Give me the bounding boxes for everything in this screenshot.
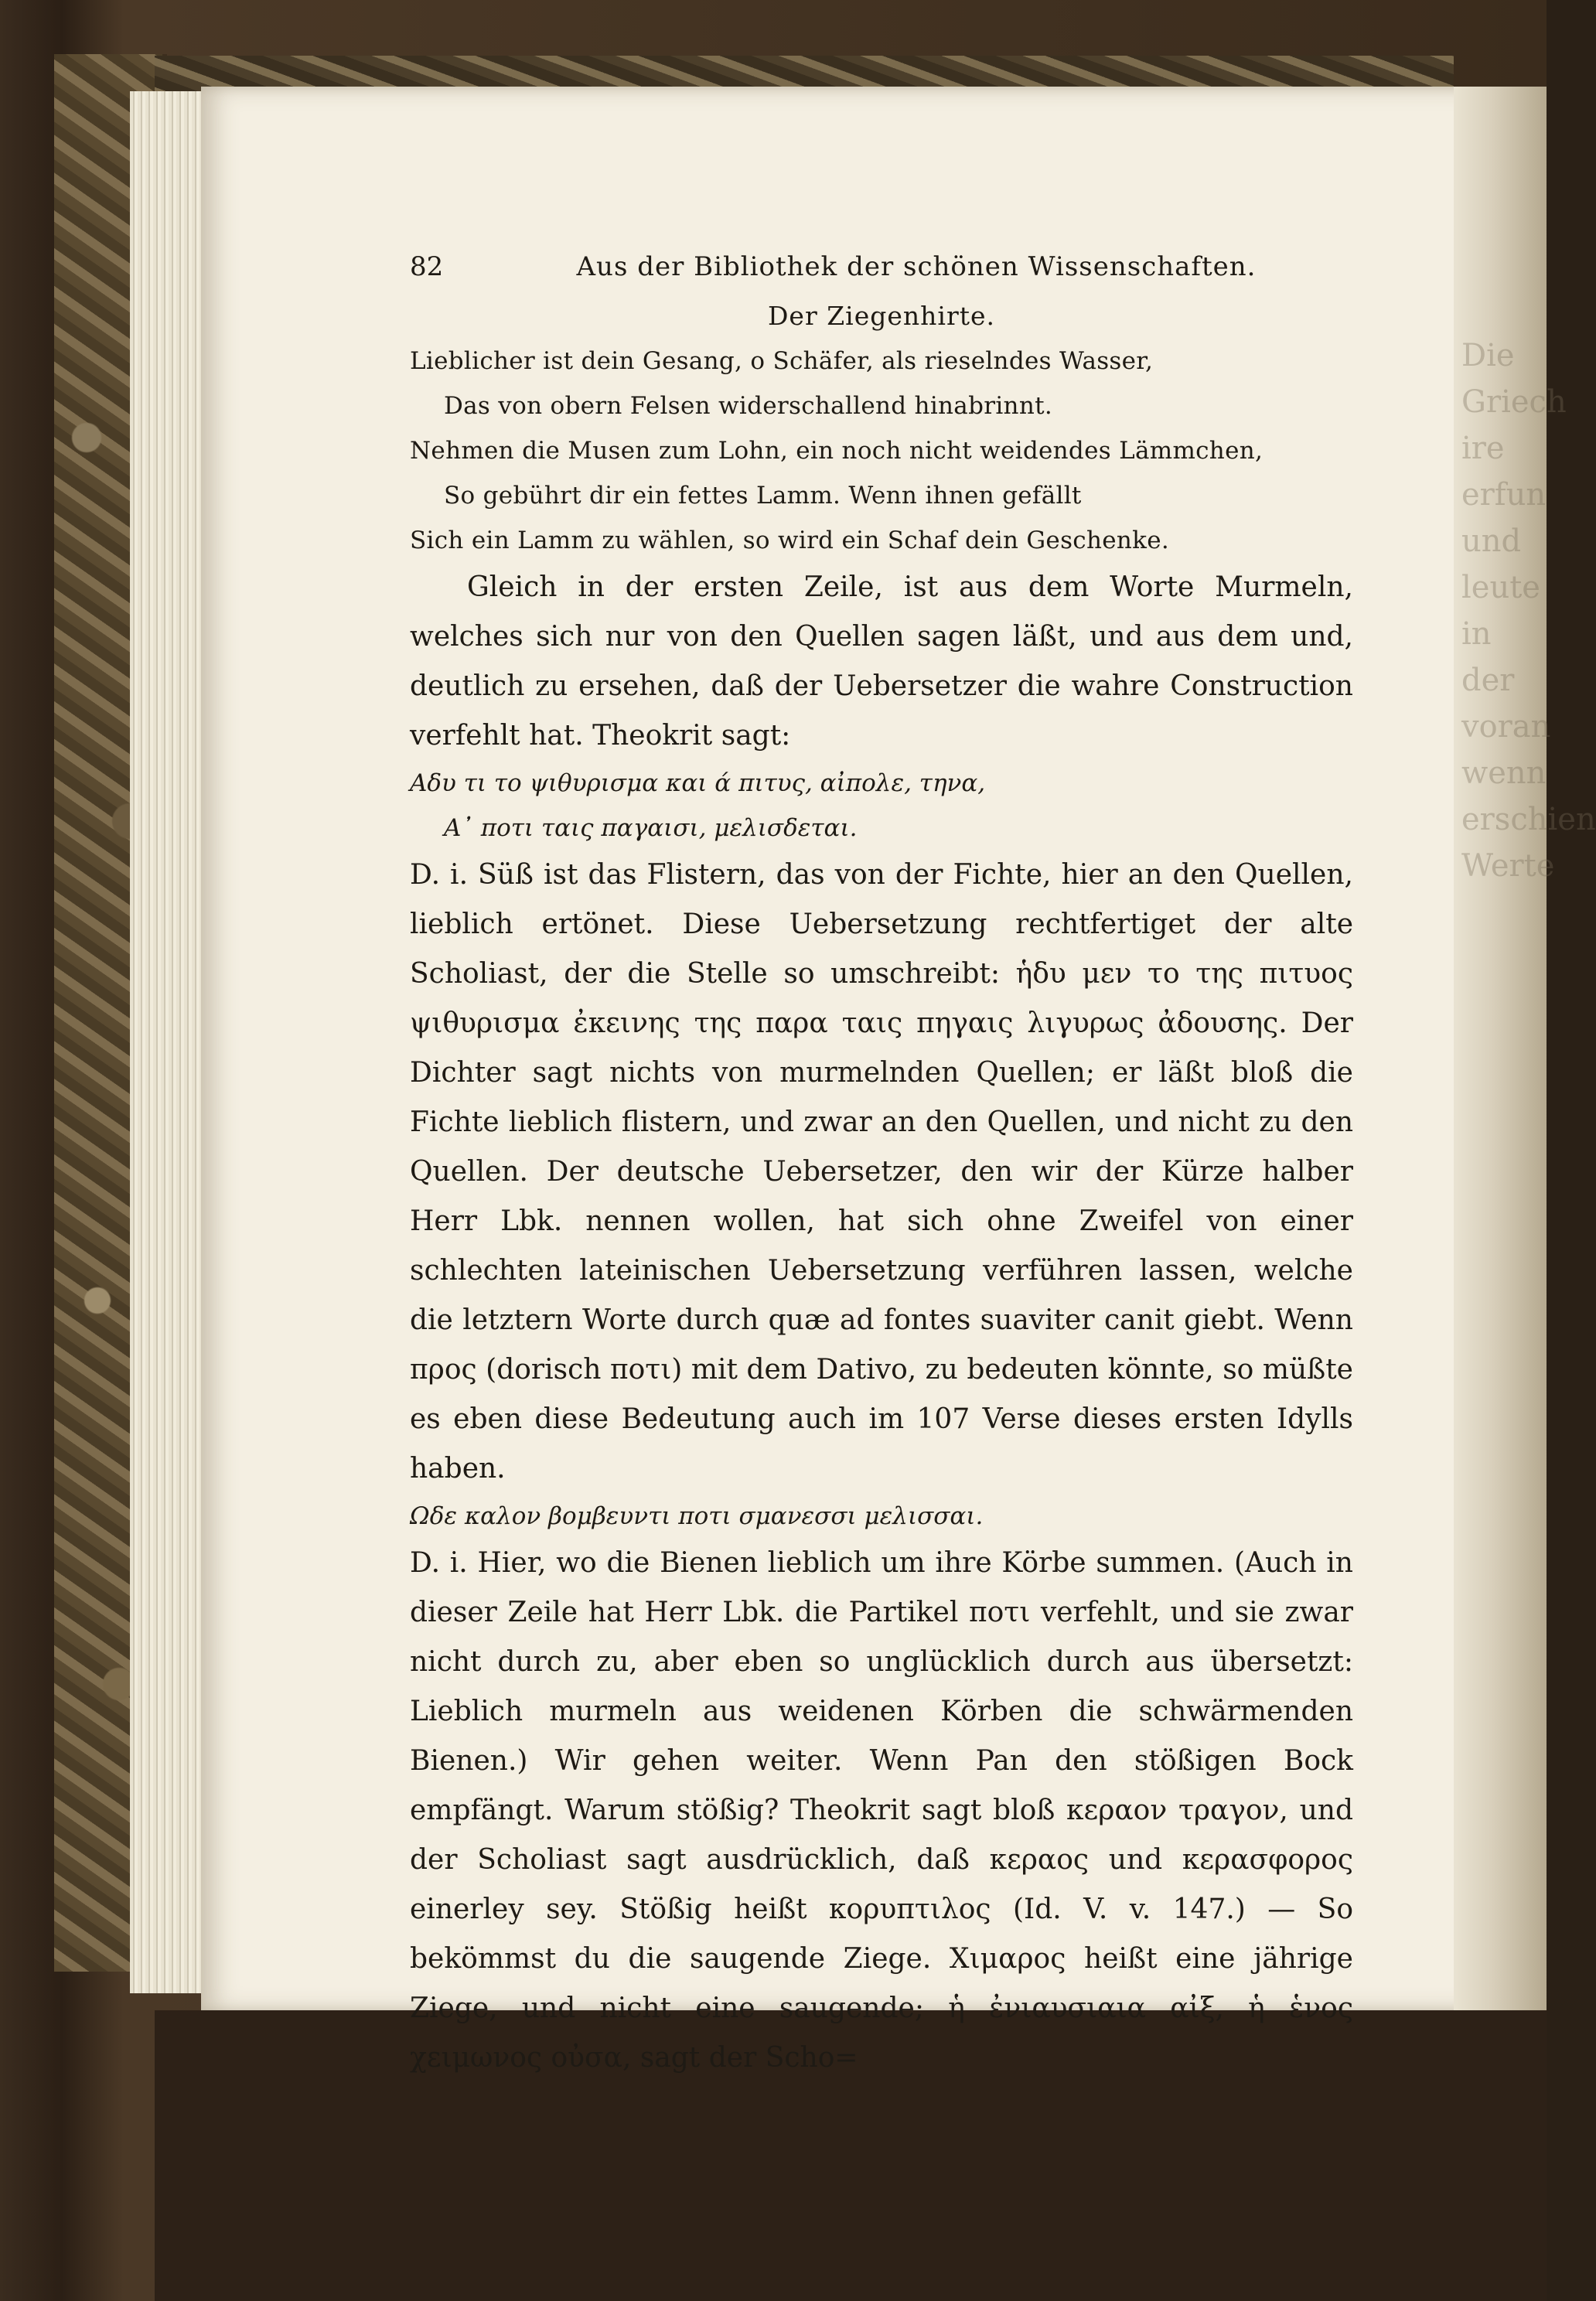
page-number: 82 (410, 251, 444, 282)
bleed-through-text: Die Griech ire erfun und leute in der voran wenn erschien Werte (1461, 338, 1596, 884)
verse-line: So gebührt dir ein fettes Lamm. Wenn ihnen gefällt (444, 482, 1082, 510)
paragraph: D. i. Hier, wo die Bienen lieblich um ihre Körbe summen. (Auch in dieser Zeile hat Herr Lbk. die Partikel ποτι verfehlt, und sie zwar nicht durch zu, aber eben so unglücklich durch aus übersetzt: Lieblich murmeln aus weidenen Körben die schwärmenden Bienen.) Wir gehen weiter. Wenn Pan den stößigen Bock empfängt. Warum stößig? Theokrit sagt bloß κεραον τραγον, und der Scholiast sagt ausdrücklich, daß κεραος und κερασφορος einerley sey. Stößig heißt κορυπτιλος (Id. V. v. 147.) — So bekömmst du die saugende Ziege. Χιμαρος heißt eine jährige Ziege, und nicht eine saugende; ἡ ἐνιαυσιαια αἰξ, ἡ ἑνος χειμωνος οὐσα, sagt der Scho= (410, 1547, 1353, 2074)
verse-line: Lieblicher ist dein Gesang, o Schäfer, als rieselndes Wasser, (410, 347, 1154, 375)
greek-quote-line: Ωδε καλον βομβευντι ποτι σμανεσσι μελισσαι. (410, 1502, 984, 1530)
paragraph: Gleich in der ersten Zeile, ist aus dem Worte Murmeln, welches sich nur von den Quellen sagen läßt, und aus dem und, deutlich zu ersehen, daß der Uebersetzer die wahre Construction verfehlt hat. Theokrit sagt: (410, 571, 1353, 752)
verse-block (410, 339, 1353, 563)
section-title: Der Ziegenhirte. (767, 301, 996, 331)
verse-line: Sich ein Lamm zu wählen, so wird ein Schaf dein Geschenke. (410, 527, 1170, 554)
running-head-title: Aus der Bibliothek der schönen Wissenschaften. (576, 251, 1257, 282)
verse-line: Das von obern Felsen widerschallend hinabrinnt. (444, 392, 1052, 420)
page-text (410, 244, 1353, 2083)
greek-quote-line: Αδυ τι το ψιθυρισμα και ά πιτυς, αἰπολε, τηνα, (410, 769, 986, 797)
paragraph: D. i. Süß ist das Flistern, das von der Fichte, hier an den Quellen, lieblich ertönet. Diese Uebersetzung rechtfertiget der alte Scholiast, der die Stelle so umschreibt: ἡδυ μεν το της πιτυος ψιθυρισμα ἐκεινης της παρα ταις πηγαις λιγυρως ἀδουσης. Der Dichter sagt nichts von murmelnden Quellen; er läßt bloß die Fichte lieblich flistern, und zwar an den Quellen, und nicht zu den Quellen. Der deutsche Uebersetzer, den wir der Kürze halber Herr Lbk. nennen wollen, hat sich ohne Zweifel von einer schlechten lateinischen Uebersetzung verführen lassen, welche die letztern Worte durch quæ ad fontes suaviter canit giebt. Wenn προς (dorisch ποτι) mit dem Dativo, zu bedeuten könnte, so müßte es eben diese Bedeutung auch im 107 Verse dieses ersten Idylls haben. (410, 859, 1353, 1485)
verse-line: Nehmen die Musen zum Lohn, ein noch nicht weidendes Lämmchen, (410, 437, 1264, 465)
running-head (410, 244, 1353, 290)
greek-quote-line: Α᾿ ποτι ταις παγαισι, μελισδεται. (444, 814, 858, 842)
